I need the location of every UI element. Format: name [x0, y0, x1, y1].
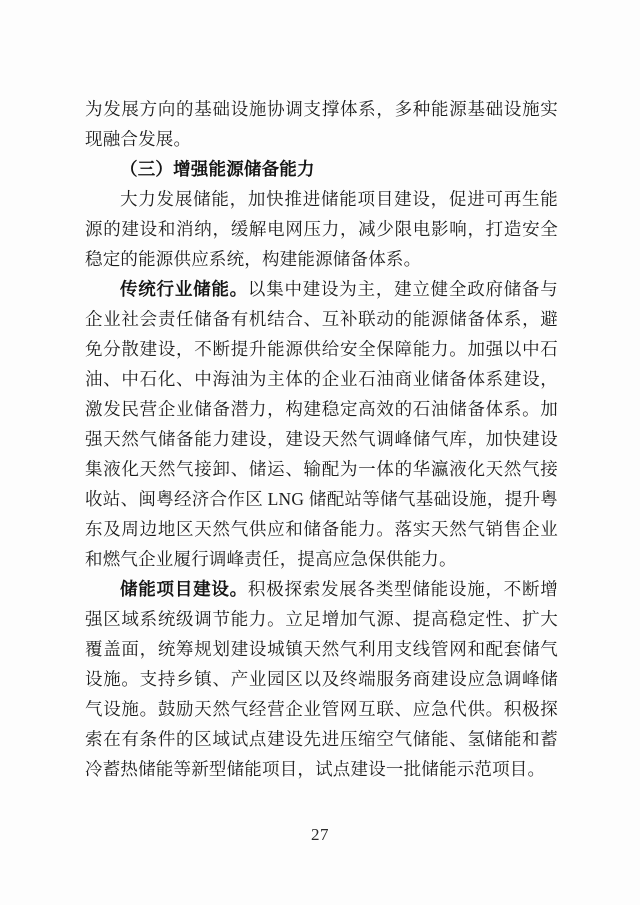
paragraph-lead-storage-projects: 储能项目建设。 [120, 579, 248, 599]
paragraph-traditional-storage [85, 274, 558, 574]
document-content [85, 94, 558, 784]
paragraph-body-traditional-storage: 以集中建设为主，建立健全政府储备与企业社会责任储备有机结合、互补联动的能源储备体系，避免分散建设，不断提升能源供给安全保障能力。加强以中石油、中石化、中海油为主体的企业石油商业储备体系建设，激发民营企业储备潜力，构建稳定高效的石油储备体系。加强天然气储备能力建设，建设天然气调峰储气库，加快建设集液化天然气接卸、储运、输配为一体的华瀛液化天然气接收站、闽粤经济合作区 LNG 储配站等储气基础设施，提升粤东及周边地区天然气供应和储备能力。落实天然气销售企业和燃气企业履行调峰责任，提高应急保供能力。 [85, 279, 558, 569]
paragraph-body-storage-projects: 积极探索发展各类型储能设施，不断增强区域系统级调节能力。立足增加气源、提高稳定性、扩大覆盖面，统筹规划建设城镇天然气利用支线管网和配套储气设施。支持乡镇、产业园区以及终端服务商建设应急调峰储气设施。鼓励天然气经营企业管网互联、应急代供。积极探索在有条件的区域试点建设先进压缩空气储能、氢储能和蓄冷蓄热储能等新型储能项目，试点建设一批储能示范项目。 [85, 579, 558, 779]
page-number: 27 [311, 825, 329, 844]
paragraph-lead-traditional-storage: 传统行业储能。 [120, 279, 248, 299]
paragraph-storage-projects [85, 574, 558, 784]
page-footer [0, 824, 640, 846]
paragraph-storage-overview: 大力发展储能，加快推进储能项目建设，促进可再生能源的建设和消纳，缓解电网压力，减少限电影响，打造安全稳定的能源供应系统，构建能源储备体系。 [85, 189, 558, 269]
paragraph-continuation: 为发展方向的基础设施协调支撑体系，多种能源基础设施实现融合发展。 [85, 99, 558, 149]
section-heading: （三）增强能源储备能力 [120, 159, 315, 179]
